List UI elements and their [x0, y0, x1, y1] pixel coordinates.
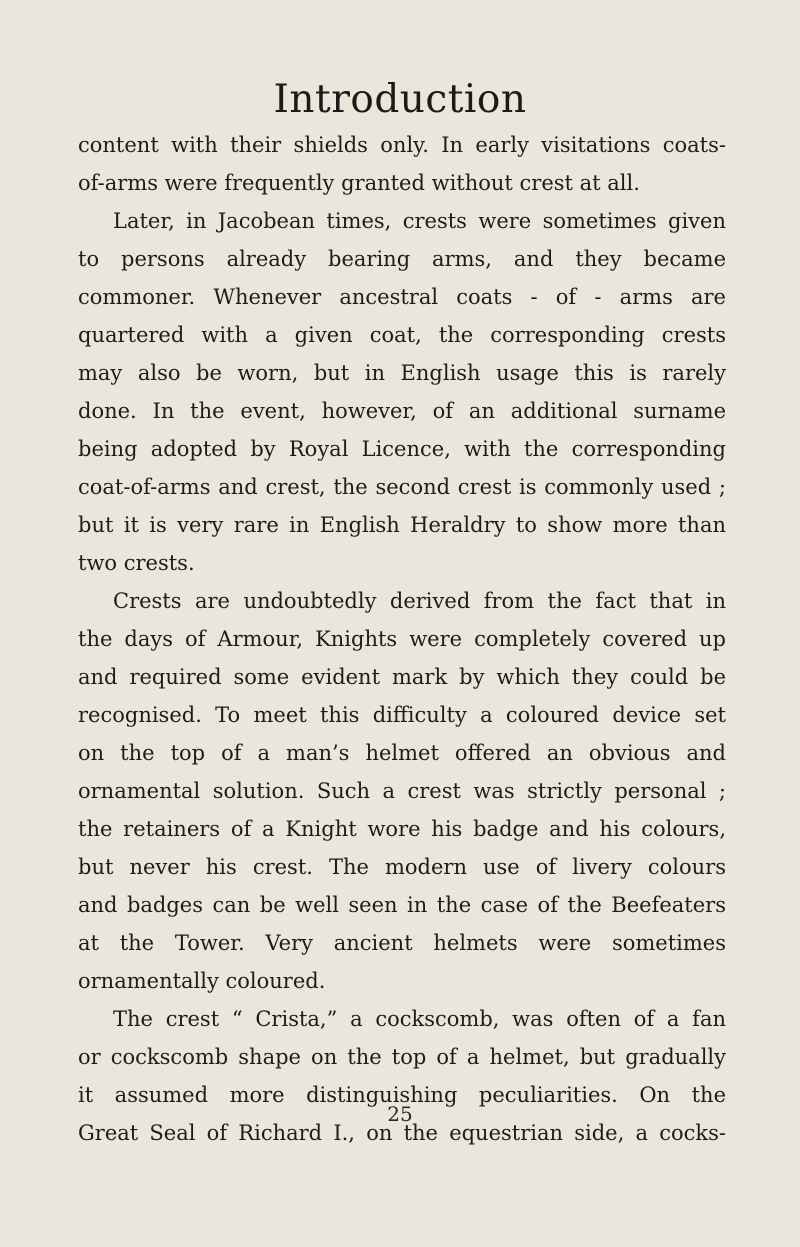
- text-line: at the Tower. Very ancient helmets were sometimes: [78, 931, 726, 955]
- text-line: to persons already bearing arms, and they became: [78, 247, 726, 271]
- text-line: ornamental solution. Such a crest was strictly personal ;: [78, 779, 726, 803]
- text-line: ornamentally coloured.: [78, 969, 326, 993]
- text-line: and badges can be well seen in the case of the Beefeaters: [78, 893, 726, 917]
- text-line: Crests are undoubtedly derived from the fact that in: [113, 589, 726, 613]
- text-line: quartered with a given coat, the corresponding crests: [78, 323, 726, 347]
- text-line: coat-of-arms and crest, the second crest is commonly used ;: [78, 475, 726, 499]
- text-line: and required some evident mark by which they could be: [78, 665, 726, 689]
- text-line: Great Seal of Richard I., on the equestrian side, a cocks-: [78, 1121, 726, 1145]
- text-line: of-arms were frequently granted without crest at all.: [78, 171, 640, 195]
- text-line: commoner. Whenever ancestral coats - of - arms are: [78, 285, 726, 309]
- text-line: or cockscomb shape on the top of a helmet, but gradually: [78, 1045, 726, 1069]
- body-text: [78, 126, 726, 1152]
- text-line: the days of Armour, Knights were completely covered up: [78, 627, 726, 651]
- running-head: Introduction: [273, 77, 527, 122]
- text-line: the retainers of a Knight wore his badge and his colours,: [78, 817, 726, 841]
- text-line: but it is very rare in English Heraldry to show more than: [78, 513, 726, 537]
- text-line: it assumed more distinguishing peculiarities. On the: [78, 1083, 726, 1107]
- text-line: may also be worn, but in English usage this is rarely: [78, 361, 726, 385]
- text-line: on the top of a man’s helmet offered an obvious and: [78, 741, 726, 765]
- text-line: The crest “ Crista,” a cockscomb, was often of a fan: [113, 1007, 726, 1031]
- text-line: Later, in Jacobean times, crests were sometimes given: [113, 209, 726, 233]
- text-line: being adopted by Royal Licence, with the corresponding: [78, 437, 726, 461]
- page-number: 25: [387, 1102, 413, 1126]
- text-line: content with their shields only. In early visitations coats-: [78, 133, 726, 157]
- text-line: two crests.: [78, 551, 195, 575]
- text-line: but never his crest. The modern use of livery colours: [78, 855, 726, 879]
- text-line: recognised. To meet this difficulty a coloured device set: [78, 703, 726, 727]
- text-line: done. In the event, however, of an additional surname: [78, 399, 726, 423]
